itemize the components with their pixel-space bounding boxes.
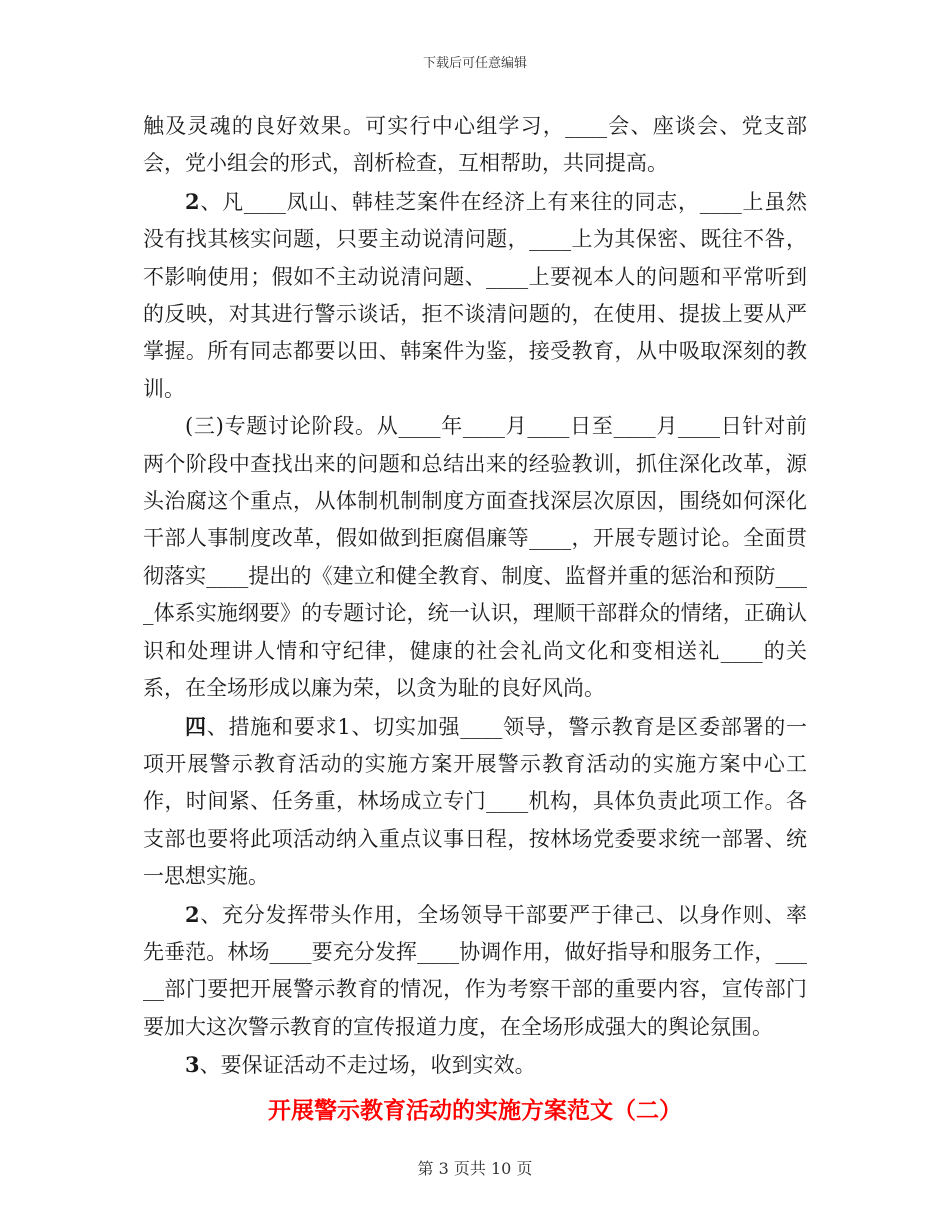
paragraph-text: 、措施和要求1、切实加强____领导，警示教育是区委部署的一项开展警示教育活动的实施方案开展警示教育活动的实施方案中心工作，时间紧、任务重，林场成立专门____机构，具体负责此项工作。各支部也要将此项活动纳入重点议事日程，按林场党委要求统一部署、统一思想实施。 bbox=[143, 714, 808, 889]
item-number: 3 bbox=[185, 1052, 200, 1078]
paragraph-text: 、凡____凤山、韩桂芝案件在经济上有来往的同志，____上虽然没有找其核实问题，只要主动说清问题，____上为其保密、既往不咎，不影响使用；假如不主动说清问题、____上要视本人的问题和平常听到的反映，对其进行警示谈话，拒不谈清问题的，在使用、提拔上要从严掌握。所有同志都要以田、韩案件为鉴，接受教育，从中吸取深刻的教训。 bbox=[143, 189, 807, 401]
document-body bbox=[143, 108, 807, 1131]
item-number: 2 bbox=[185, 188, 200, 214]
paragraph-measures bbox=[143, 708, 807, 896]
paragraph-continuation: 触及灵魂的良好效果。可实行中心组学习，____会、座谈会、党支部会，党小组会的形式，剖析检查，互相帮助，共同提高。 bbox=[143, 114, 807, 176]
section-number: 四 bbox=[185, 713, 207, 739]
paragraph-text: 、充分发挥带头作用，全场领导干部要严于律己、以身作则、率先垂范。林场____要充分发挥____协调作用，做好指导和服务工作，_____部门要把开展警示教育的情况，作为考察干部的重要内容，宣传部门要加大这次警示教育的宣传报道力度，在全场形成强大的舆论氛围。 bbox=[143, 902, 807, 1039]
paragraph-stage-3: (三)专题讨论阶段。从____年____月____日至____月____日针对前两个阶段中查找出来的问题和总结出来的经验教训，抓住深化改革，源头治腐这个重点，从体制机制制度方面查找深层次原因，围绕如何深化干部人事制度改革，假如做到拒腐倡廉等____，开展专题讨论。全面贯彻落实____提出的《建立和健全教育、制度、监督并重的惩治和预防____体系实施纲要》的专题讨论，统一认识，理顺干部群众的情绪，正确认识和处理讲人情和守纪律，健康的社会礼尚文化和变相送礼____的关系，在全场形成以廉为荣，以贪为耻的良好风尚。 bbox=[143, 414, 807, 701]
paragraph-measure-2 bbox=[143, 896, 807, 1047]
paragraph-text: 、要保证活动不走过场，收到实效。 bbox=[199, 1053, 536, 1078]
section-title: 开展警示教育活动的实施方案范文（二） bbox=[268, 1097, 682, 1124]
paragraph-item-2 bbox=[143, 183, 807, 408]
item-number: 2 bbox=[185, 901, 200, 927]
page-number: 第 3 页共 10 页 bbox=[417, 1159, 533, 1178]
page-header-note: 下载后可任意编辑 bbox=[422, 56, 527, 71]
paragraph-measure-3 bbox=[143, 1046, 807, 1084]
